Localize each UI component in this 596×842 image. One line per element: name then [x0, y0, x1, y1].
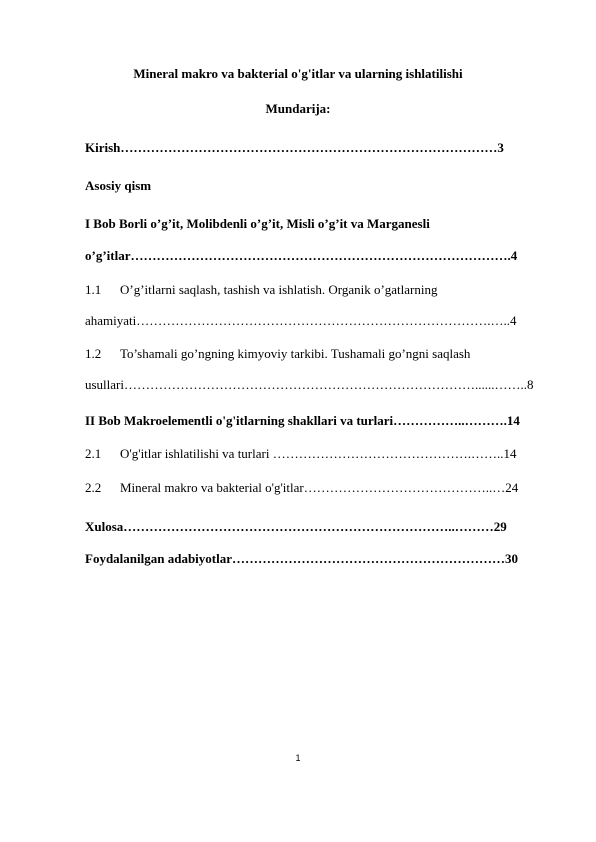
toc-entry-bob2[interactable]: II Bob Makroelementli o'g'itlarning shakllari va turlari……………..……….14 — [85, 413, 520, 428]
toc-entry-1-1-line1[interactable] — [85, 282, 553, 298]
toc-heading: Mundarija: — [265, 101, 331, 116]
section-title: O'g'itlar ishlatilishi va turlari ……………………………………….……..14 — [120, 446, 517, 461]
toc-entry-adabiyotlar[interactable]: Foydalanilgan adabiyotlar………………………………………………………30 — [85, 551, 518, 566]
section-title: To’shamali go’ngning kimyoviy tarkibi. Tushamali go’ngni saqlash — [120, 346, 471, 361]
toc-entry-kirish[interactable]: Kirish……………………………………………………………………………3 — [85, 140, 504, 155]
section-number: 2.2 — [85, 480, 102, 495]
section-number: 1.1 — [85, 282, 102, 297]
document-title: Mineral makro va bakterial o'g'itlar va ularning ishlatilishi — [133, 66, 463, 81]
section-number: 1.2 — [85, 346, 102, 361]
section-number: 2.1 — [85, 446, 102, 461]
toc-entry-asosiy-qism[interactable]: Asosiy qism — [85, 178, 152, 193]
toc-entry-bob1-line1[interactable]: I Bob Borli o’g’it, Molibdenli o’g’it, Misli o’g’it va Marganesli — [85, 216, 430, 231]
toc-entry-2-2[interactable] — [85, 480, 553, 496]
section-title: O’g’itlarni saqlash, tashish va ishlatish. Organik o’gatlarning — [120, 282, 438, 297]
toc-entry-bob1-line2[interactable]: o’g’itlar…………………………………………………………………………….4 — [85, 248, 518, 263]
toc-entry-xulosa[interactable]: Xulosa…………………………………………………………………..………29 — [85, 519, 507, 534]
toc-entry-1-2-line1[interactable] — [85, 346, 553, 362]
toc-entry-2-1[interactable] — [85, 446, 553, 462]
page-number: 1 — [295, 753, 301, 763]
toc-entry-1-1-line2[interactable]: ahamiyati……………………………………………………………………….…..4 — [85, 313, 517, 328]
section-title: Mineral makro va bakterial o'g'itlar……………………………………..…24 — [120, 480, 519, 495]
toc-entry-1-2-line2[interactable]: usullari………………………………………………………………………......……..8 — [85, 377, 534, 392]
